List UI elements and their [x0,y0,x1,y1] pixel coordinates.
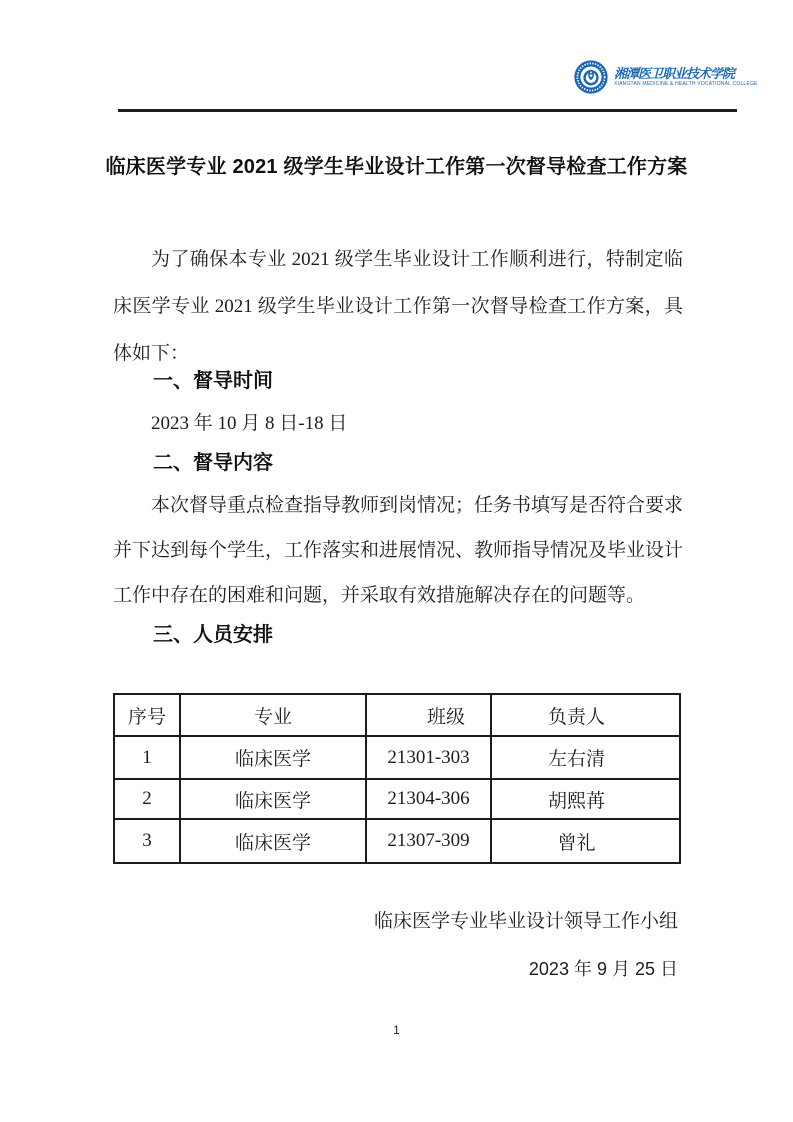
cell-class: 21301-303 [366,736,491,779]
header-rule [118,109,737,112]
cell-person: 曾礼 [491,819,680,863]
table-row [114,779,680,819]
table-header-person: 负责人 [491,694,680,736]
cell-index: 3 [114,819,180,863]
cell-index: 1 [114,736,180,779]
personnel-table [113,693,681,864]
document-date: 2023 年 9 月 25 日 [528,959,678,979]
table-header-class: 班级 [366,694,491,736]
cell-person: 胡熙苒 [491,779,680,819]
college-logo [574,60,758,94]
table-header-major: 专业 [180,694,366,736]
college-name-zh: 湘潭医卫职业技术学院 [614,66,735,81]
intro-paragraph: 为了确保本专业 2021 级学生毕业设计工作顺利进行，特制定临床医学专业 2021 级学生毕业设计工作第一次督导检查工作方案，具体如下： [113,249,683,364]
cell-major: 临床医学 [180,779,366,819]
signature-line: 临床医学专业毕业设计领导工作小组 [373,911,678,932]
document-title: 临床医学专业 2021 级学生毕业设计工作第一次督导检查工作方案 [105,156,688,178]
college-logo-text [614,66,758,88]
cell-class: 21304-306 [366,779,491,819]
section-heading-supervision-time: 一、督导时间 [153,370,273,392]
table-row [114,819,680,863]
college-name-en: XIANGTAN MEDICINE & HEALTH VOCATIONAL COLLEGE [614,81,758,87]
section-heading-personnel: 三、人员安排 [153,624,273,646]
section-heading-supervision-content: 二、督导内容 [153,452,273,474]
cell-index: 2 [114,779,180,819]
table-row [114,736,680,779]
table-header-index: 序号 [114,694,180,736]
cell-major: 临床医学 [180,819,366,863]
cell-class: 21307-309 [366,819,491,863]
cell-person: 左右清 [491,736,680,779]
supervision-time-text: 2023 年 10 月 8 日-18 日 [151,413,348,434]
page-number: 1 [393,1023,400,1037]
cell-major: 临床医学 [180,736,366,779]
supervision-content-paragraph: 本次督导重点检查指导教师到岗情况；任务书填写是否符合要求并下达到每个学生，工作落实和进展情况、教师指导情况及毕业设计工作中存在的困难和问题，并采取有效措施解决存在的问题等。 [113,495,684,606]
table-header-row [114,694,680,736]
college-emblem-icon [574,60,608,94]
